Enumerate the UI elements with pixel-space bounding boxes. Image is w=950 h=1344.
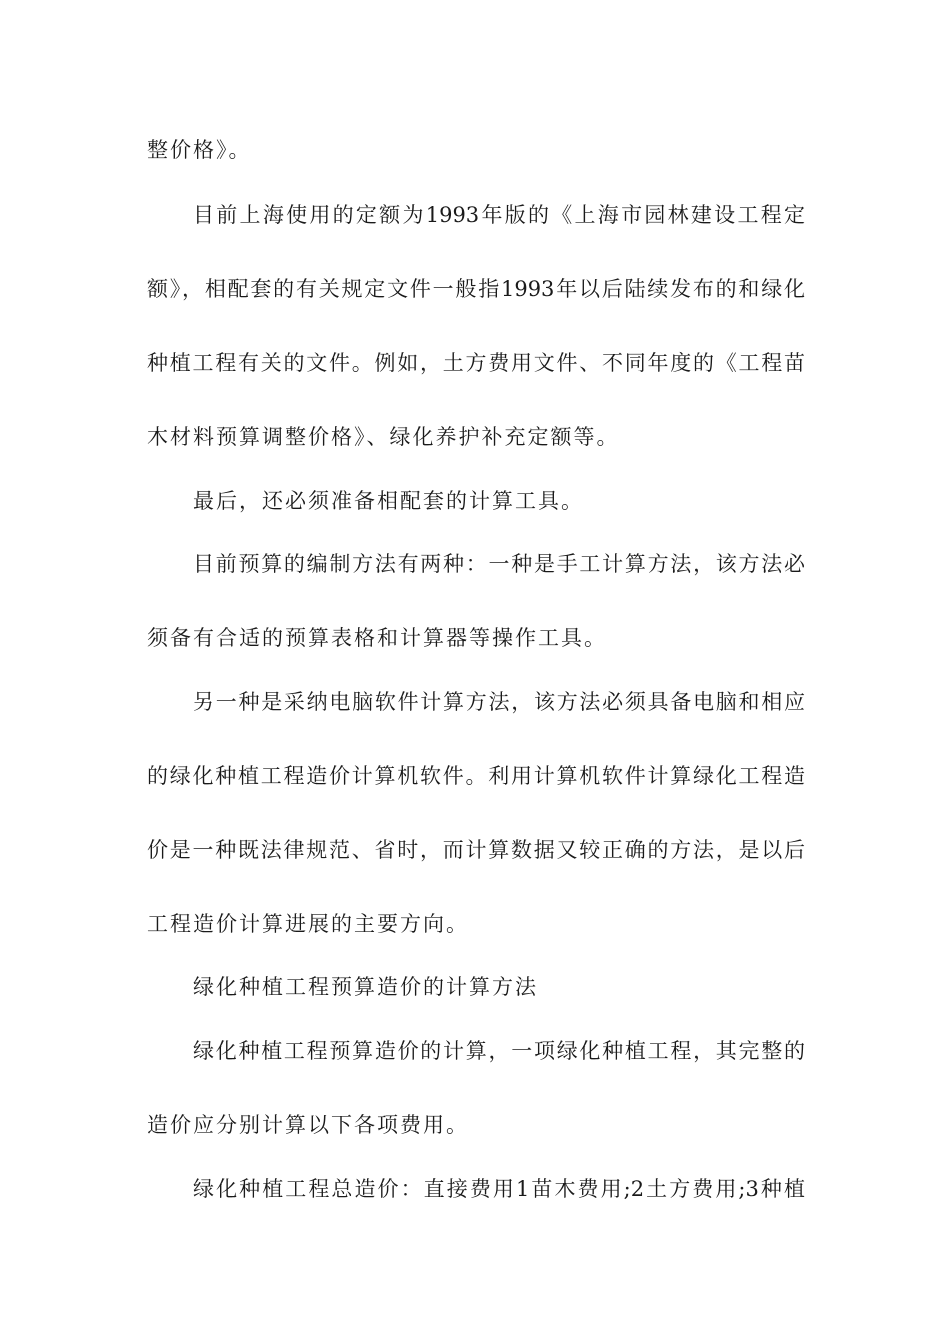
text-line: 目前上海使用的定额为1993年版的《上海市园林建设工程定 — [193, 203, 805, 227]
text-line: 整价格》。 — [147, 138, 252, 162]
text-line: 工程造价计算进展的主要方向。 — [147, 912, 469, 936]
text-line: 造价应分别计算以下各项费用。 — [147, 1113, 469, 1137]
text-line: 绿化种植工程预算造价的计算，一项绿化种植工程，其完整的 — [193, 1039, 805, 1063]
text-line: 种植工程有关的文件。例如，土方费用文件、不同年度的《工程苗 — [147, 351, 805, 375]
text-line: 的绿化种植工程造价计算机软件。利用计算机软件计算绿化工程造 — [147, 764, 805, 788]
text-line: 价是一种既法律规范、省时，而计算数据又较正确的方法，是以后 — [147, 838, 805, 862]
text-line: 额》，相配套的有关规定文件一般指1993年以后陆续发布的和绿化 — [147, 277, 805, 301]
section-heading: 绿化种植工程预算造价的计算方法 — [193, 975, 538, 999]
text-line: 另一种是采纳电脑软件计算方法，该方法必须具备电脑和相应 — [193, 690, 805, 714]
text-line: 最后，还必须准备相配套的计算工具。 — [193, 489, 584, 513]
text-line: 木材料预算调整价格》、绿化养护补充定额等。 — [147, 425, 620, 449]
text-line: 绿化种植工程总造价：直接费用1苗木费用;2土方费用;3种植 — [193, 1177, 805, 1201]
text-line: 须备有合适的预算表格和计算器等操作工具。 — [147, 626, 607, 650]
text-line: 目前预算的编制方法有两种：一种是手工计算方法，该方法必 — [193, 552, 805, 576]
